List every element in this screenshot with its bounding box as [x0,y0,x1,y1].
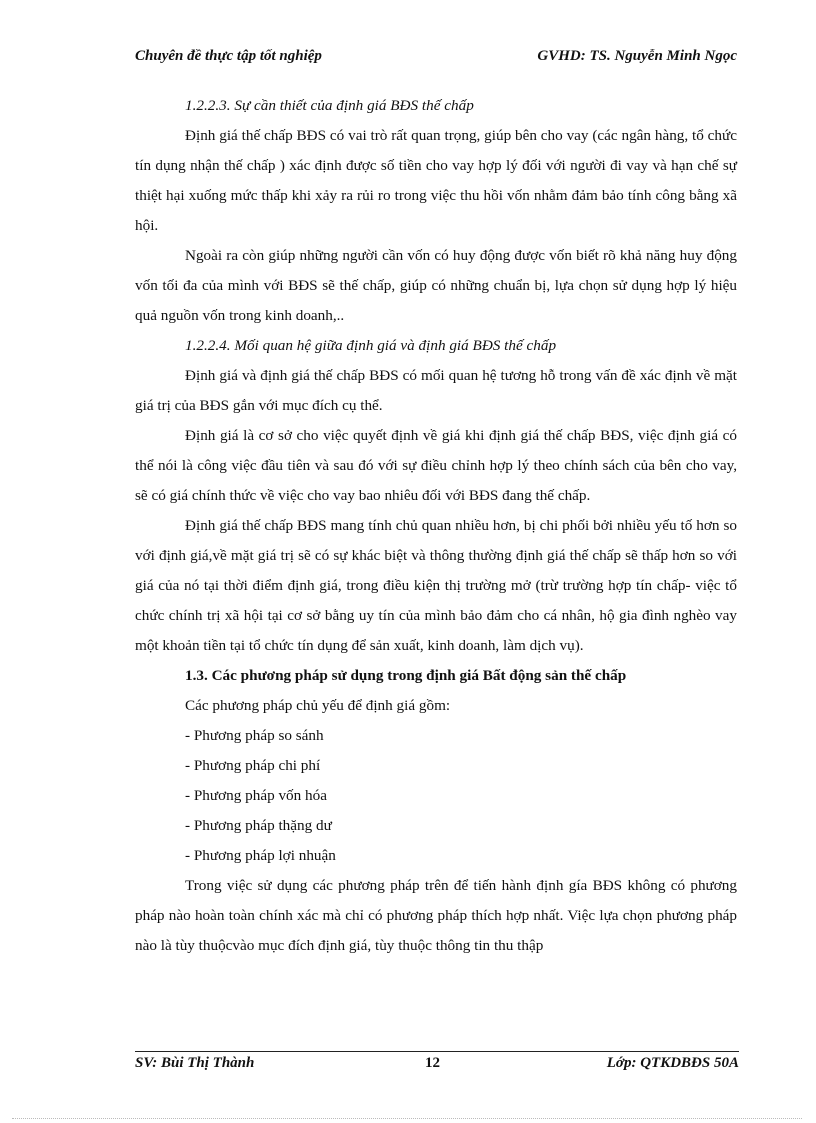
paragraph: Định giá thế chấp BĐS mang tính chủ quan nhiều hơn, bị chi phối bởi nhiều yếu tố hơn so với định giá,về mặt giá trị sẽ có sự khác biệt và thông thường định giá thế chấp sẽ thấp hơn so với giá của nó tại thời điểm định giá, trong điều kiện thị trường mở (trừ trường hợp tín chấp- việc tổ chức chính trị xã hội tại cơ sở bằng uy tín của mình bảo đảm cho cá nhân, hộ gia đình nghèo vay một khoản tiền tại tổ chức tín dụng để sản xuất, kinh doanh, làm dịch vụ). [135,517,737,654]
footer-student: SV: Bùi Thị Thành [135,1055,255,1071]
page-edge [12,1118,802,1119]
footer-divider [135,1051,739,1052]
list-item: - Phương pháp vốn hóa [185,787,327,804]
paragraph: Các phương pháp chủ yếu để định giá gồm: [185,697,451,714]
list-item: - Phương pháp lợi nhuận [185,847,336,864]
footer-class: Lớp: QTKDBĐS 50A [606,1055,739,1071]
heading-1-2-2-4: 1.2.2.4. Mối quan hệ giữa định giá và định giá BĐS thế chấp [185,337,557,354]
heading-1-2-2-3: 1.2.2.3. Sự cần thiết của định giá BĐS thế chấp [185,97,474,114]
list-item: - Phương pháp chi phí [185,757,321,774]
paragraph: Định giá và định giá thế chấp BĐS có mối quan hệ tương hỗ trong vấn đề xác định về mặt giá trị của BĐS gắn với mục đích cụ thể. [135,367,737,414]
page-number: 12 [425,1055,440,1071]
heading-1-3: 1.3. Các phương pháp sử dụng trong định giá Bất động sản thế chấp [185,667,627,684]
paragraph: Định giá thế chấp BĐS có vai trò rất quan trọng, giúp bên cho vay (các ngân hàng, tổ chức tín dụng nhận thế chấp ) xác định được số tiền cho vay hợp lý đối với người đi vay và hạn chế sự thiệt hại xuống mức thấp khi xảy ra rủi ro trong việc thu hồi vốn nhằm đảm bảo tính công bằng xã hội. [135,127,737,234]
paragraph: Trong việc sử dụng các phương pháp trên để tiến hành định gía BĐS không có phương pháp nào hoàn toàn chính xác mà chỉ có phương pháp thích hợp nhất. Việc lựa chọn phương pháp nào là tùy thuộcvào mục đích định giá, tùy thuộc thông tin thu thập [135,877,737,954]
paragraph: Định giá là cơ sở cho việc quyết định về giá khi định giá thế chấp BĐS, việc định giá có thể nói là công việc đầu tiên và sau đó với sự điều chỉnh hợp lý theo chính sách của bên cho vay, sẽ có giá chính thức về việc cho vay bao nhiêu đối với BĐS đang thế chấp. [135,427,737,504]
paragraph: Ngoài ra còn giúp những người cần vốn có huy động được vốn biết rõ khả năng huy động vốn tối đa của mình với BĐS sẽ thế chấp, giúp có những chuẩn bị, lựa chọn sử dụng hợp lý hiệu quả nguồn vốn trong kinh doanh,.. [135,247,737,324]
header-advisor: GVHD: TS. Nguyễn Minh Ngọc [537,48,737,64]
list-item: - Phương pháp so sánh [185,727,324,744]
document-body [135,91,737,961]
header-title: Chuyên đề thực tập tốt nghiệp [135,48,322,64]
list-item: - Phương pháp thặng dư [185,817,332,834]
